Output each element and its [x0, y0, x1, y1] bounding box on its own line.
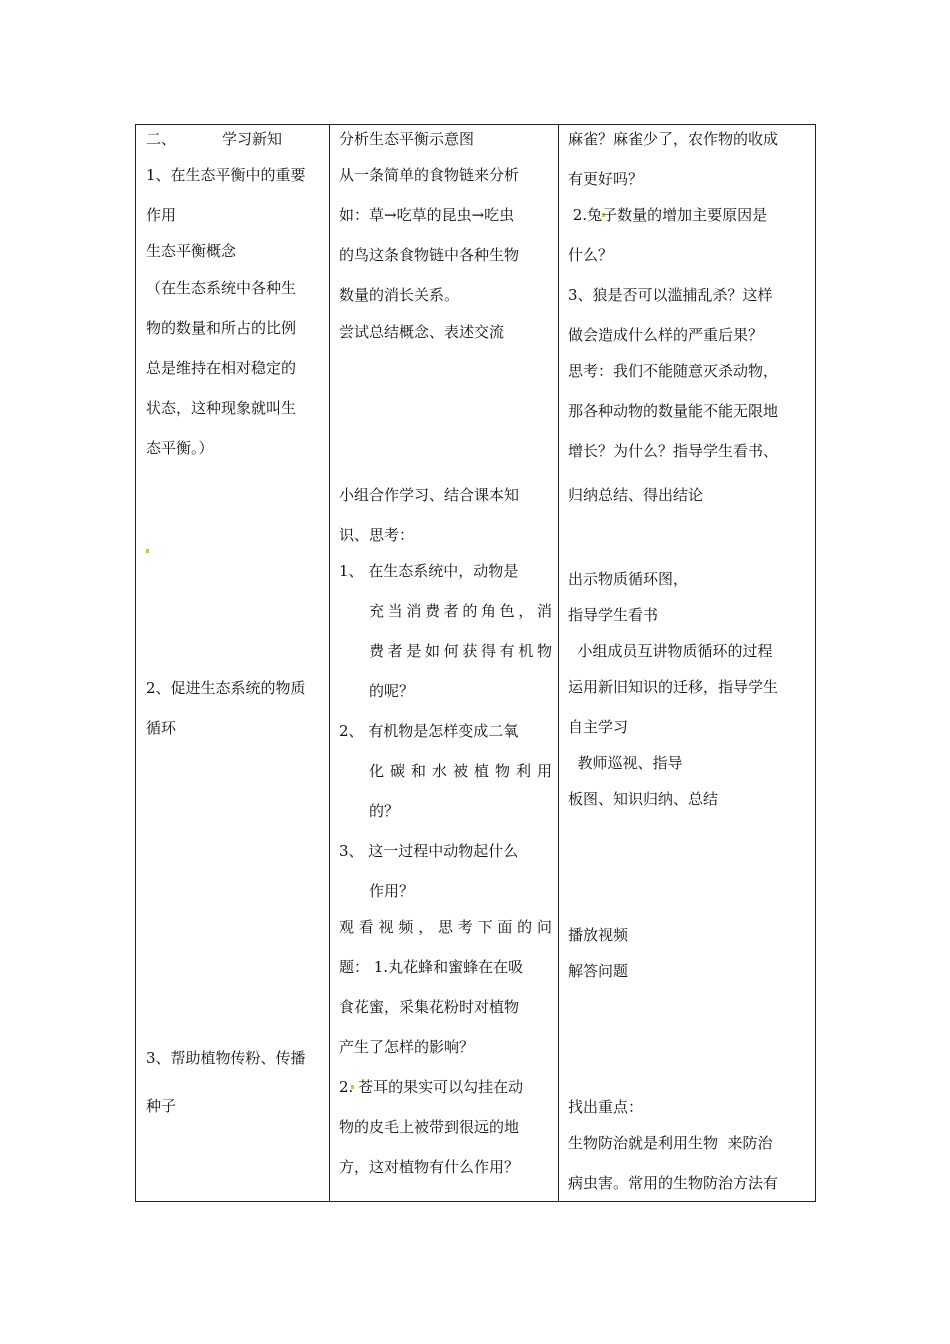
text-line: 归纳总结、得出结论 [568, 486, 704, 504]
text-line: 循环 [146, 719, 177, 737]
text-line: 播放视频 [568, 926, 629, 944]
column-divider-1 [329, 125, 330, 1201]
text-line: 从一条简单的食物链来分析 [339, 166, 520, 184]
text-line: 题： 1.丸花蜂和蜜蜂在在吸 [339, 958, 524, 976]
text-line: 小组合作学习、结合课本知 [339, 486, 520, 504]
guidance-column [568, 125, 808, 1201]
text-line: 总是维持在相对稳定的 [146, 359, 297, 377]
text-line: 如：草→吃草的昆虫→吃虫 [339, 206, 515, 224]
text-line: 出示物质循环图， [568, 570, 689, 588]
text-line: 物的数量和所占的比例 [146, 319, 297, 337]
text-line: 食花蜜，采集花粉时对植物 [339, 998, 520, 1016]
question-item: 3、 这一过程中动物起什么 [339, 842, 519, 860]
text-line: 物的皮毛上被带到很远的地 [339, 1118, 520, 1136]
text-line: 小组成员互讲物质循环的过程 [568, 642, 773, 660]
text-line: 教师巡视、指导 [568, 754, 683, 772]
text-line: 2、促进生态系统的物质 [146, 679, 306, 697]
text-line: 方，这对植物有什么作用？ [339, 1158, 520, 1176]
text-line: 找出重点： [568, 1098, 644, 1116]
text-line: 观看视频，思考下面的问 [339, 918, 552, 936]
text-line: 那各种动物的数量能不能无限地 [568, 402, 779, 420]
text-line: 做会造成什么样的严重后果？ [568, 326, 764, 344]
text-line: 思考：我们不能随意灭杀动物， [568, 362, 779, 380]
text-line: 的呢？ [369, 682, 415, 700]
question-item: 1、 在生态系统中，动物是 [339, 562, 519, 580]
text-line: 什么？ [568, 246, 614, 264]
text-line: 解答问题 [568, 962, 629, 980]
activity-column [339, 125, 552, 1201]
text-line: 增长？为什么？指导学生看书、 [568, 442, 779, 460]
question-item: 2. 苍耳的果实可以勾挂在动 [339, 1078, 524, 1096]
question-item: 2、 有机物是怎样变成二氧 [339, 722, 519, 740]
text-line: 费者是如何获得有机物 [369, 642, 552, 660]
text-line: 分析生态平衡示意图 [339, 130, 475, 148]
text-line: 指导学生看书 [568, 606, 659, 624]
text-line: 病虫害。常用的生物防治方法有 [568, 1174, 779, 1192]
text-line: 1、在生态平衡中的重要 [146, 166, 306, 184]
text-line: 板图、知识归纳、总结 [568, 790, 719, 808]
column-divider-2 [558, 125, 559, 1201]
text-line: 数量的消长关系。 [339, 286, 460, 304]
text-line: 种子 [146, 1097, 177, 1115]
lesson-table [135, 124, 816, 1202]
text-line: 生态平衡概念 [146, 242, 237, 260]
text-line: 化碳和水被植物利用 [369, 762, 552, 780]
speck-mark [146, 549, 149, 553]
text-line: 生物防治就是利用生物 来防治 [568, 1134, 773, 1152]
text-line: 识、思考： [339, 526, 415, 544]
text-line: 运用新旧知识的迁移，指导学生 [568, 678, 779, 696]
text-line: 有更好吗？ [568, 170, 644, 188]
text-line: 作用？ [369, 882, 415, 900]
text-line: 产生了怎样的影响？ [339, 1038, 475, 1056]
text-line: 3、狼是否可以滥捕乱杀？这样 [568, 286, 773, 304]
text-line: 的鸟这条食物链中各种生物 [339, 246, 520, 264]
text-line: 状态，这种现象就叫生 [146, 399, 297, 417]
text-line: 2.兔子数量的增加主要原因是 [568, 206, 768, 224]
text-line: （在生态系统中各种生 [146, 279, 297, 297]
section-heading: 二、 学习新知 [146, 130, 283, 148]
text-line: 麻雀？麻雀少了，农作物的收成 [568, 130, 779, 148]
content-column [146, 125, 326, 1201]
text-line: 的？ [369, 802, 400, 820]
text-line: 3、帮助植物传粉、传播 [146, 1049, 306, 1067]
text-line: 尝试总结概念、表述交流 [339, 323, 505, 341]
text-line: 充当消费者的角色，消 [369, 602, 552, 620]
text-line: 作用 [146, 206, 177, 224]
text-line: 态平衡。） [146, 439, 214, 457]
text-line: 自主学习 [568, 718, 629, 736]
